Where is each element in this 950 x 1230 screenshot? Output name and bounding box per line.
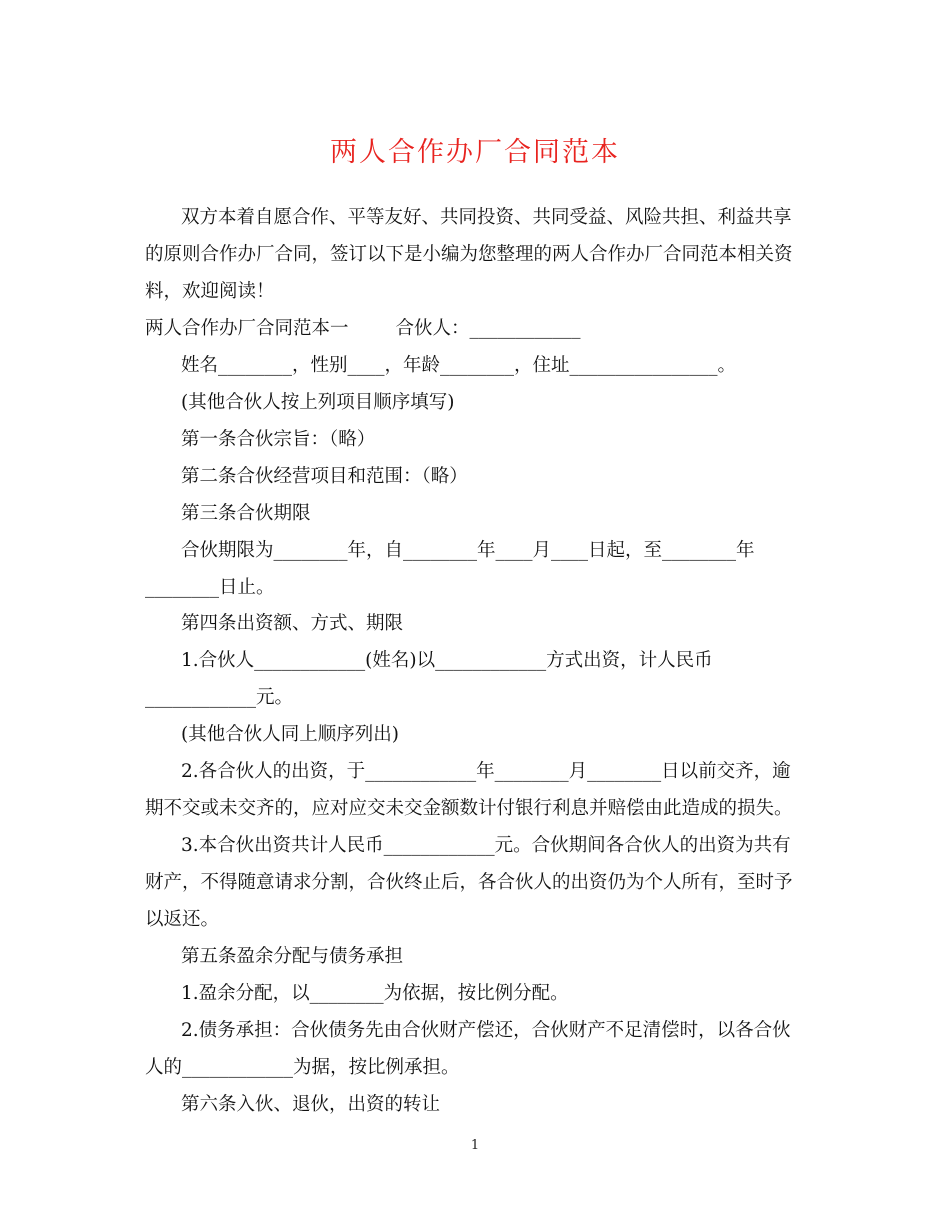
paragraph-line: (其他合伙人同上顺序列出) <box>181 724 399 745</box>
clause-heading: 第三条合伙期限 <box>181 503 311 524</box>
paragraph-line: 双方本着自愿合作、平等友好、共同投资、共同受益、风险共担、利益共享 <box>181 207 792 228</box>
document-title: 两人合作办厂合同范本 <box>330 137 620 168</box>
paragraph-line: 人的____________为据，按比例承担。 <box>145 1057 460 1078</box>
paragraph-line: 合伙期限为________年，自________年____月____日起，至________年 <box>181 540 755 561</box>
paragraph-line: 料，欢迎阅读！ <box>145 281 275 302</box>
page-number: 1 <box>470 1138 480 1153</box>
clause-heading: 第四条出资额、方式、期限 <box>181 613 404 634</box>
paragraph-line: 2.各合伙人的出资，于____________年________月________日以前交齐，逾 <box>181 761 791 782</box>
clause-heading: 第二条合伙经营项目和范围：（略） <box>181 466 468 487</box>
paragraph-line: 姓名________，性别____，年龄________，住址________________。 <box>181 355 737 376</box>
paragraph-line: 财产，不得随意请求分割，合伙终止后，各合伙人的出资仍为个人所有，至时予 <box>145 872 793 893</box>
paragraph-line: 以返还。 <box>145 909 220 930</box>
clause-heading: 第六条入伙、退伙，出资的转让 <box>181 1094 441 1115</box>
paragraph-line: 1.盈余分配，以________为依据，按比例分配。 <box>181 983 569 1004</box>
clause-heading: 第一条合伙宗旨：（略） <box>181 429 376 450</box>
paragraph-line: ________日止。 <box>145 577 275 598</box>
paragraph-line: 期不交或未交齐的，应对应交未交金额数计付银行利息并赔偿由此造成的损失。 <box>145 798 793 819</box>
paragraph-line: 的原则合作办厂合同，签订以下是小编为您整理的两人合作办厂合同范本相关资 <box>145 244 793 265</box>
paragraph-line: 2.债务承担：合伙债务先由合伙财产偿还，合伙财产不足清偿时，以各合伙 <box>181 1020 791 1041</box>
section-heading: 两人合作办厂合同范本一 合伙人：____________ <box>145 318 581 339</box>
paragraph-line: 3.本合伙出资共计人民币____________元。合伙期间各合伙人的出资为共有 <box>181 835 791 856</box>
paragraph-line: ____________元。 <box>145 687 294 708</box>
paragraph-line: 1.合伙人____________(姓名)以____________方式出资，计人民币 <box>181 650 713 671</box>
paragraph-line: (其他合伙人按上列项目顺序填写) <box>181 392 455 413</box>
clause-heading: 第五条盈余分配与债务承担 <box>181 946 404 967</box>
